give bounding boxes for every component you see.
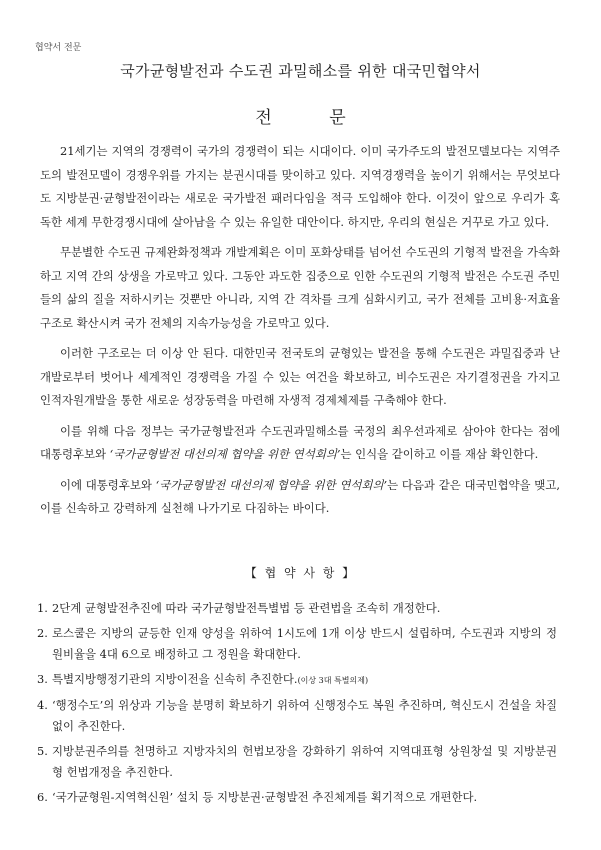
item-number: 6. bbox=[37, 790, 48, 804]
preamble-body bbox=[40, 140, 560, 528]
list-item bbox=[37, 741, 557, 783]
document-title: 국가균형발전과 수도권 과밀해소를 위한 대국민협약서 bbox=[120, 62, 481, 80]
item-text: ‘행정수도’의 위상과 기능을 분명히 확보하기 위하여 신행정수도 복원 추진하며, 혁신도시 건설을 차질없이 추진한다. bbox=[52, 698, 557, 733]
preamble-paragraph-2: 무분별한 수도권 규제완화정책과 개발계획은 이미 포화상태를 넘어선 수도권의 기형적 발전을 가속화하고 지역 간의 상생을 가로막고 있다. 그동안 과도한 집중으로 인한 수도권의 기형적 발전은 수도권 주민들의 삶의 질을 저하시키는 것뿐만 아니라, 지역 간 격차를 크게 심화시키고, 국가 전체를 고비용·저효율 구조로 확산시켜 국가 전체의 지속가능성을 가로막고 있다. bbox=[40, 245, 560, 330]
preamble-paragraph-5: 이에 대통령후보와 ‘국가균형발전 대선의제 협약을 위한 연석회의’는 다음과 같은 대국민협약을 맺고, 이를 신속하고 강력하게 실천해 나가기로 다짐하는 바이다. bbox=[40, 477, 560, 515]
preamble-paragraph-3: 이러한 구조로는 더 이상 안 된다. 대한민국 전국토의 균형있는 발전을 통해 수도권은 과밀집중과 난개발로부터 벗어나 세계적인 경쟁력을 가질 수 있는 여건을 확보하고, 비수도권은 자기결정권을 가지고 인적자원개발을 통한 새로운 성장동력을 마련해 자생적 경제체제를 구축해야 한다. bbox=[40, 346, 560, 407]
list-item bbox=[37, 787, 557, 808]
item-number: 2. bbox=[37, 626, 48, 640]
preamble-heading: 전 문 bbox=[255, 108, 372, 128]
item-number: 5. bbox=[37, 744, 48, 758]
item-text: 로스쿨은 지방의 균등한 인재 양성을 위하여 1시도에 1개 이상 반드시 설립하며, 수도권과 지방의 정원비율을 4대 6으로 배정하고 그 정원을 확대한다. bbox=[52, 626, 557, 661]
list-item bbox=[37, 598, 557, 619]
preamble-paragraph-1: 21세기는 지역의 경쟁력이 국가의 경쟁력이 되는 시대이다. 이미 국가주도의 발전모델보다는 지역주도의 발전모델이 경쟁우위를 가지는 분권시대를 맞이하고 있다. 지역경쟁력을 높이기 위해서는 무엇보다도 지방분권·균형발전이라는 새로운 국가발전 패러다임을 적극 도입해야 한다. 이것이 앞으로 우리가 혹독한 세계 무한경쟁시대에 살아남을 수 있는 유일한 대안이다. 하지만, 우리의 현실은 거꾸로 가고 있다. bbox=[40, 144, 560, 229]
list-item bbox=[37, 623, 557, 665]
list-item bbox=[37, 669, 557, 691]
item-text: 지방분권주의를 천명하고 지방자치의 헌법보장을 강화하기 위하여 지역대표형 상원창설 및 지방분권형 헌법개정을 추진한다. bbox=[52, 744, 557, 779]
item-text: 특별지방행정기관의 지방이전을 신속히 추진한다.(이상 3대 특별의제) bbox=[52, 672, 369, 686]
item-number: 4. bbox=[37, 698, 48, 712]
list-item bbox=[37, 695, 557, 737]
item-number: 1. bbox=[37, 601, 48, 615]
council-name: ‘국가균형발전 대선의제 협약을 위한 연석회의’ bbox=[155, 477, 388, 492]
council-name: ‘국가균형발전 대선의제 협약을 위한 연석회의’ bbox=[109, 447, 341, 461]
document-label: 협약서 전문 bbox=[35, 43, 82, 53]
item-note: (이상 3대 특별의제) bbox=[297, 676, 369, 685]
item-number: 3. bbox=[37, 672, 48, 686]
agreement-items-list bbox=[37, 598, 557, 812]
preamble-paragraph-4: 이를 위해 다음 정부는 국가균형발전과 수도권과밀해소를 국정의 최우선과제로 삼아야 한다는 점에 대통령후보와 ‘국가균형발전 대선의제 협약을 위한 연석회의’는 인식을 같이하고 이를 재삼 확인한다. bbox=[40, 423, 560, 461]
item-text: 2단계 균형발전추진에 따라 국가균형발전특별법 등 관련법을 조속히 개정한다. bbox=[52, 601, 441, 615]
agreement-section-title: 【 협 약 사 항 】 bbox=[244, 566, 357, 580]
item-text: ‘국가균형원-지역혁신원’ 설치 등 지방분권·균형발전 추진체계를 획기적으로 개편한다. bbox=[52, 790, 478, 804]
